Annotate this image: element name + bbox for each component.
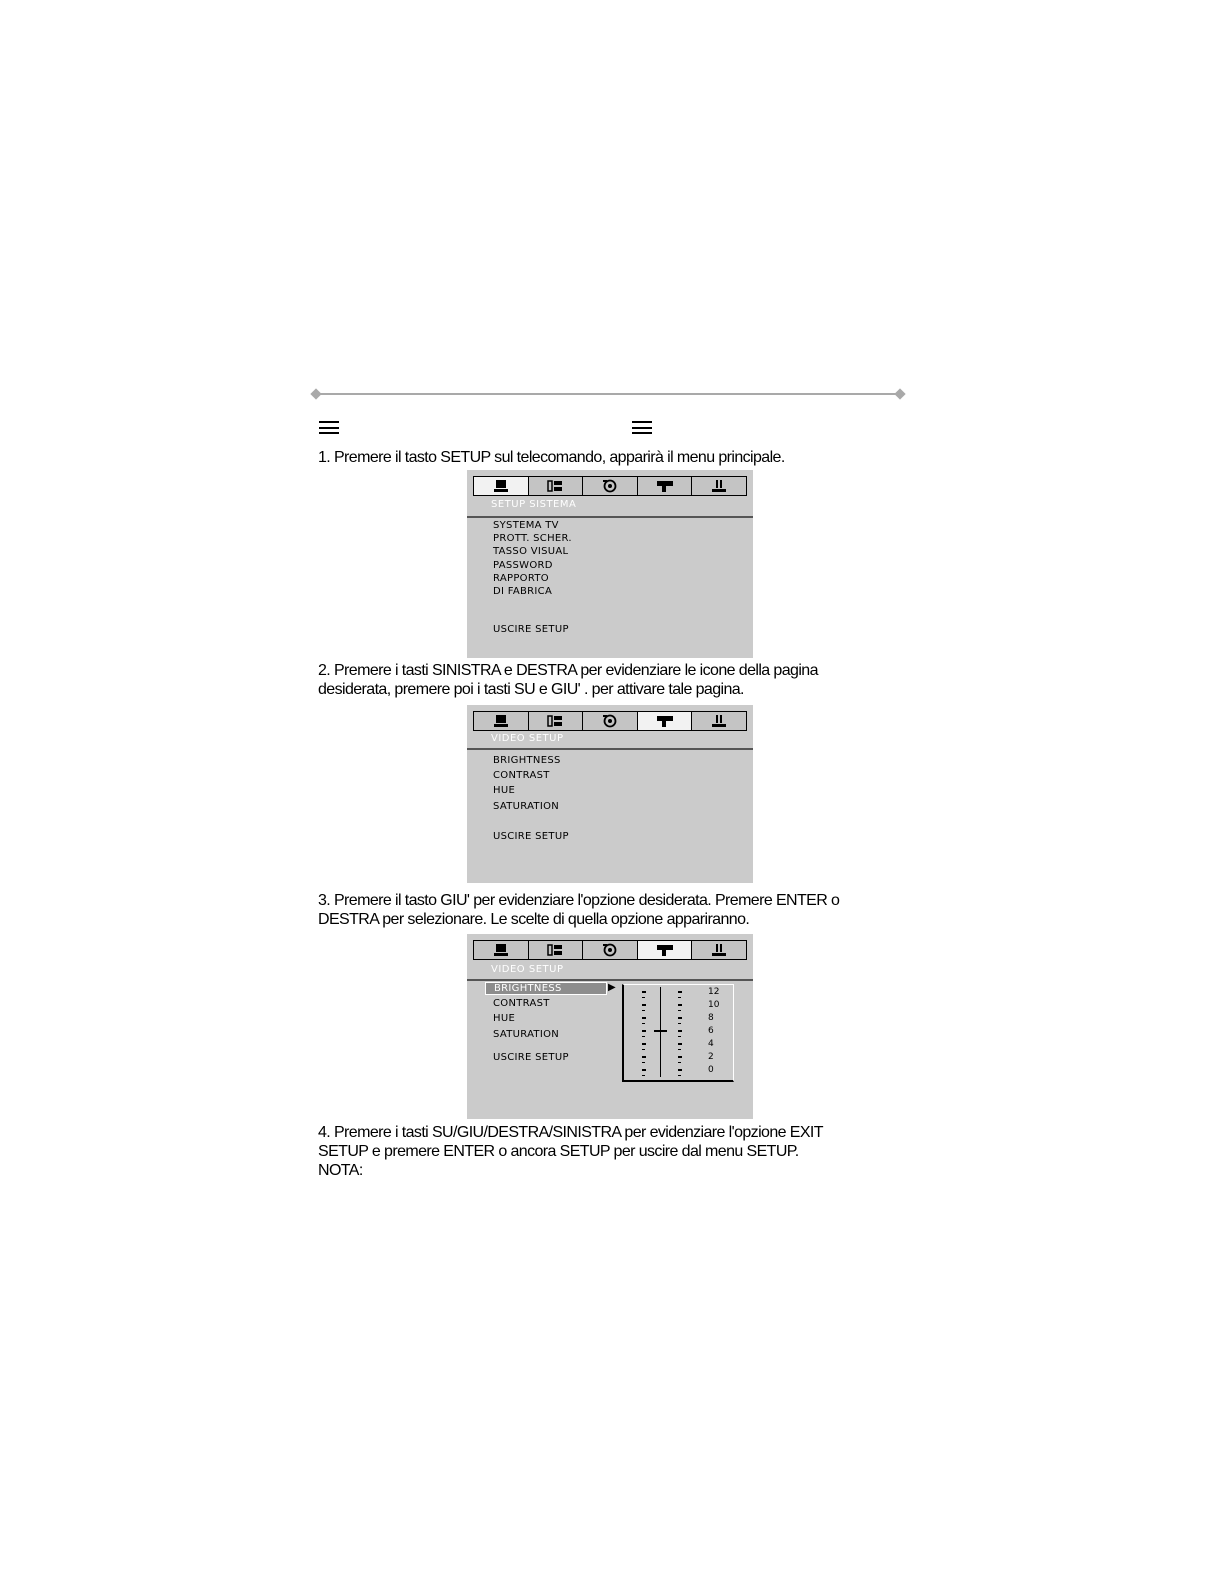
- slider-tick: [678, 1017, 682, 1019]
- slider-knob[interactable]: [654, 1030, 667, 1032]
- slider-half-tick: [642, 1075, 645, 1076]
- system-icon[interactable]: [474, 712, 529, 730]
- osd-menu-item[interactable]: DI FABRICA: [493, 586, 553, 597]
- osd-menu-item[interactable]: PROTT. SCHER.: [493, 533, 572, 544]
- step-2-text: 2. Premere i tasti SINISTRA e DESTRA per evidenziare le icone della pagina desiderata, premere poi i tasti SU e GIU' . per attivare tale pagina.: [318, 662, 818, 698]
- osd-screen-system-setup: [467, 470, 753, 658]
- video-icon[interactable]: [638, 477, 693, 495]
- video-icon[interactable]: [638, 712, 693, 730]
- osd-page-title: SETUP SISTEMA: [491, 499, 577, 510]
- divider-diamond-left: [310, 388, 321, 399]
- osd-separator: [467, 748, 753, 750]
- osd-menu-item[interactable]: CONTRAST: [493, 770, 550, 781]
- osd-screen-video-setup: [467, 705, 753, 883]
- slider-tick: [642, 1069, 646, 1071]
- slider-half-tick: [642, 1036, 645, 1037]
- slider-tick: [642, 1043, 646, 1045]
- osd-separator: [467, 979, 753, 981]
- osd-menu-item[interactable]: TASSO VISUAL: [493, 546, 569, 557]
- osd-page-title: VIDEO SETUP: [491, 964, 564, 975]
- header-divider: [316, 393, 900, 395]
- brightness-slider[interactable]: [622, 984, 734, 1082]
- osd-page-title: VIDEO SETUP: [491, 733, 564, 744]
- osd-menu-item[interactable]: RAPPORTO: [493, 573, 549, 584]
- slider-level-label: 2: [708, 1052, 714, 1062]
- preference-icon[interactable]: [692, 477, 746, 495]
- osd-menu-item[interactable]: SYSTEMA TV: [493, 520, 559, 531]
- osd-menu-item[interactable]: SATURATION: [493, 801, 560, 812]
- slider-half-tick: [678, 1010, 681, 1011]
- slider-tick: [678, 1043, 682, 1045]
- audio-icon[interactable]: [583, 712, 638, 730]
- slider-tick: [678, 1004, 682, 1006]
- menu-icon: [319, 421, 339, 434]
- slider-half-tick: [678, 1075, 681, 1076]
- slider-tick: [678, 991, 682, 993]
- osd-menu-item[interactable]: CONTRAST: [493, 998, 550, 1009]
- osd-exit-setup[interactable]: USCIRE SETUP: [493, 1052, 569, 1063]
- system-icon[interactable]: [474, 941, 529, 959]
- osd-tab-bar: [473, 711, 747, 731]
- step-3-text: 3. Premere il tasto GIU' per evidenziare l'opzione desiderata. Premere ENTER o DESTRA per selezionare. Le scelte di quella opzione appariranno.: [318, 892, 840, 928]
- slider-half-tick: [642, 1010, 645, 1011]
- language-icon[interactable]: [529, 941, 584, 959]
- slider-level-label: 12: [708, 987, 720, 997]
- slider-tick: [642, 1030, 646, 1032]
- slider-half-tick: [642, 997, 645, 998]
- slider-half-tick: [642, 1023, 645, 1024]
- system-icon[interactable]: [474, 477, 529, 495]
- slider-tick: [678, 1069, 682, 1071]
- osd-tab-bar: [473, 476, 747, 496]
- slider-level-label: 4: [708, 1039, 714, 1049]
- preference-icon[interactable]: [692, 712, 746, 730]
- slider-tick: [642, 1017, 646, 1019]
- video-icon[interactable]: [638, 941, 693, 959]
- osd-screen-video-setup-brightness: [467, 934, 753, 1119]
- slider-half-tick: [678, 997, 681, 998]
- step-1-text: 1. Premere il tasto SETUP sul telecomando, apparirà il menu principale.: [318, 449, 785, 466]
- slider-half-tick: [642, 1062, 645, 1063]
- slider-tick: [678, 1030, 682, 1032]
- audio-icon[interactable]: [583, 941, 638, 959]
- play-arrow-icon: ▶: [608, 982, 616, 993]
- osd-menu-item[interactable]: BRIGHTNESS: [493, 755, 561, 766]
- osd-menu-item[interactable]: PASSWORD: [493, 560, 553, 571]
- slider-half-tick: [678, 1062, 681, 1063]
- slider-level-label: 8: [708, 1013, 714, 1023]
- step-4-text: 4. Premere i tasti SU/GIU/DESTRA/SINISTRA per evidenziare l'opzione EXIT SETUP e premere ENTER o ancora SETUP per uscire dal menu SETUP. NOTA:: [318, 1124, 823, 1179]
- osd-exit-setup[interactable]: USCIRE SETUP: [493, 831, 569, 842]
- audio-icon[interactable]: [583, 477, 638, 495]
- menu-icon: [632, 421, 652, 434]
- osd-separator: [467, 516, 753, 518]
- osd-menu-item[interactable]: HUE: [493, 1013, 516, 1024]
- slider-half-tick: [642, 1049, 645, 1050]
- osd-menu-item[interactable]: SATURATION: [493, 1029, 560, 1040]
- osd-tab-bar: [473, 940, 747, 960]
- slider-track: [660, 987, 661, 1077]
- language-icon[interactable]: [529, 712, 584, 730]
- osd-exit-setup[interactable]: USCIRE SETUP: [493, 624, 569, 635]
- slider-tick: [678, 1056, 682, 1058]
- divider-diamond-right: [894, 388, 905, 399]
- slider-half-tick: [678, 1036, 681, 1037]
- preference-icon[interactable]: [692, 941, 746, 959]
- slider-half-tick: [678, 1023, 681, 1024]
- slider-tick: [642, 991, 646, 993]
- slider-level-label: 6: [708, 1026, 714, 1036]
- osd-menu-item-highlighted[interactable]: BRIGHTNESS: [485, 982, 607, 995]
- language-icon[interactable]: [529, 477, 584, 495]
- slider-level-label: 10: [708, 1000, 720, 1010]
- slider-half-tick: [678, 1049, 681, 1050]
- osd-menu-item[interactable]: HUE: [493, 785, 516, 796]
- slider-level-label: 0: [708, 1065, 714, 1075]
- slider-tick: [642, 1004, 646, 1006]
- slider-tick: [642, 1056, 646, 1058]
